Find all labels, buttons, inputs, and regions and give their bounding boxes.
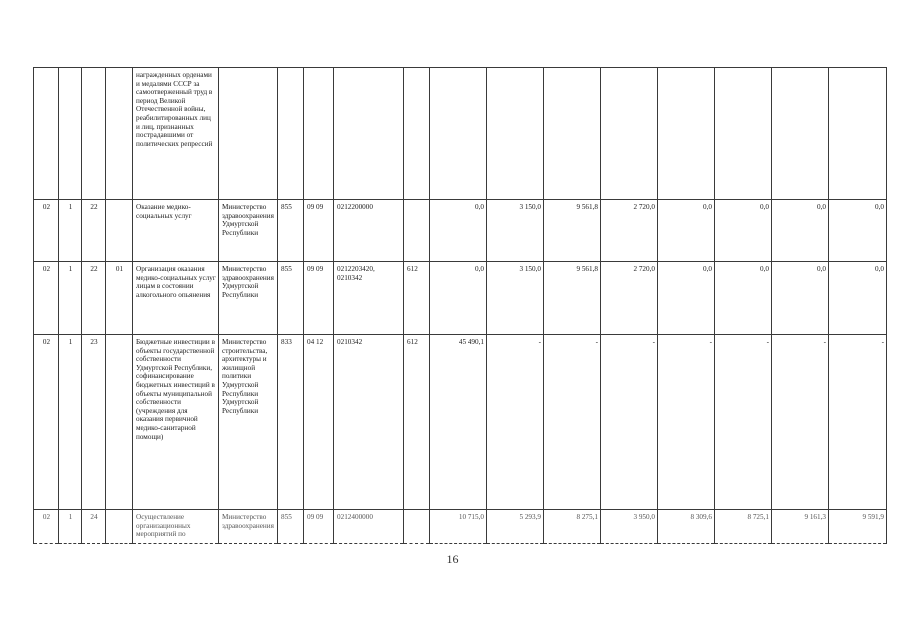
amount-2021-cell: 0,0 xyxy=(772,200,829,262)
code-submeasure-cell xyxy=(106,335,133,510)
amount-2020-cell xyxy=(715,68,772,200)
section-code-cell: 09 09 xyxy=(304,262,334,335)
code-program-cell xyxy=(34,68,59,200)
section-code-cell: 09 09 xyxy=(304,200,334,262)
section-code-cell: 04 12 xyxy=(304,335,334,510)
amount-2022-cell xyxy=(829,68,887,200)
amount-2018-cell: 3 950,0 xyxy=(601,510,658,544)
amount-2017-cell: 9 561,8 xyxy=(544,200,601,262)
responsible-executor-cell: Министерство здравоохранения Удмуртской Республики xyxy=(219,262,278,335)
target-article-cell: 0212203420, 0210342 xyxy=(334,262,404,335)
expense-type-cell xyxy=(404,68,430,200)
budget-table xyxy=(33,67,887,544)
amount-2021-cell: 0,0 xyxy=(772,262,829,335)
code-program-cell: 02 xyxy=(34,335,59,510)
amount-2021-cell xyxy=(772,68,829,200)
measure-name-cell: Бюджетные инвестиции в объекты государственной собственности Удмуртской Республики, софинансирование бюджетных инвестиций в объекты муниципальной собственности (учреждения для оказания первичной медико-санитарной помощи) xyxy=(133,335,219,510)
amount-2020-cell: 8 725,1 xyxy=(715,510,772,544)
amount-2019-cell: 0,0 xyxy=(658,200,715,262)
section-code-cell: 09 09 xyxy=(304,510,334,544)
measure-name-cell: Оказание медико-социальных услуг xyxy=(133,200,219,262)
expense-type-cell xyxy=(404,200,430,262)
expense-type-cell: 612 xyxy=(404,262,430,335)
amount-2015-cell: 0,0 xyxy=(430,200,487,262)
amount-2018-cell: 2 720,0 xyxy=(601,262,658,335)
amount-2018-cell: 2 720,0 xyxy=(601,200,658,262)
target-article-cell: 0212400000 xyxy=(334,510,404,544)
code-measure-cell: 24 xyxy=(82,510,106,544)
amount-2017-cell: - xyxy=(544,335,601,510)
amount-2015-cell: 45 490,1 xyxy=(430,335,487,510)
table-row xyxy=(34,335,887,510)
grbs-code-cell xyxy=(278,68,304,200)
amount-2016-cell: - xyxy=(487,335,544,510)
amount-2022-cell: 9 591,9 xyxy=(829,510,887,544)
code-subprogram-cell: 1 xyxy=(59,510,82,544)
amount-2015-cell: 0,0 xyxy=(430,262,487,335)
table-row xyxy=(34,262,887,335)
amount-2015-cell xyxy=(430,68,487,200)
measure-name-cell: Организация оказания медико-социальных услуг лицам в состоянии алкогольного опьянения xyxy=(133,262,219,335)
amount-2016-cell: 3 150,0 xyxy=(487,262,544,335)
table-row xyxy=(34,200,887,262)
code-program-cell: 02 xyxy=(34,200,59,262)
code-measure-cell xyxy=(82,68,106,200)
responsible-executor-cell: Министерство здравоохранения xyxy=(219,510,278,544)
responsible-executor-cell xyxy=(219,68,278,200)
code-subprogram-cell xyxy=(59,68,82,200)
measure-name-cell: Осуществление организационных мероприятий по xyxy=(133,510,219,544)
amount-2016-cell: 5 293,9 xyxy=(487,510,544,544)
amount-2022-cell: - xyxy=(829,335,887,510)
amount-2021-cell: - xyxy=(772,335,829,510)
responsible-executor-cell: Министерство здравоохранения Удмуртской Республики xyxy=(219,200,278,262)
grbs-code-cell: 855 xyxy=(278,510,304,544)
page-number: 16 xyxy=(446,552,459,566)
code-subprogram-cell: 1 xyxy=(59,335,82,510)
grbs-code-cell: 855 xyxy=(278,200,304,262)
code-submeasure-cell: 01 xyxy=(106,262,133,335)
code-subprogram-cell: 1 xyxy=(59,262,82,335)
measure-name-cell: награжденных орденами и медалями СССР за самоотверженный труд в период Великой Отечественной войны, реабилитированных лиц и лиц, признанных пострадавшими от политических репрессий xyxy=(133,68,219,200)
amount-2016-cell xyxy=(487,68,544,200)
code-measure-cell: 22 xyxy=(82,262,106,335)
amount-2020-cell: - xyxy=(715,335,772,510)
amount-2018-cell: - xyxy=(601,335,658,510)
amount-2021-cell: 9 161,3 xyxy=(772,510,829,544)
amount-2020-cell: 0,0 xyxy=(715,200,772,262)
amount-2019-cell: 0,0 xyxy=(658,262,715,335)
table-row xyxy=(34,68,887,200)
amount-2019-cell xyxy=(658,68,715,200)
amount-2016-cell: 3 150,0 xyxy=(487,200,544,262)
code-submeasure-cell xyxy=(106,68,133,200)
amount-2020-cell: 0,0 xyxy=(715,262,772,335)
amount-2022-cell: 0,0 xyxy=(829,200,887,262)
code-measure-cell: 22 xyxy=(82,200,106,262)
amount-2019-cell: - xyxy=(658,335,715,510)
expense-type-cell xyxy=(404,510,430,544)
amount-2015-cell: 10 715,0 xyxy=(430,510,487,544)
code-program-cell: 02 xyxy=(34,510,59,544)
amount-2018-cell xyxy=(601,68,658,200)
responsible-executor-cell: Министерство строительства, архитектуры и жилищной политики Удмуртской Республики Удмуртской Республики xyxy=(219,335,278,510)
code-submeasure-cell xyxy=(106,200,133,262)
target-article-cell xyxy=(334,68,404,200)
code-measure-cell: 23 xyxy=(82,335,106,510)
amount-2017-cell: 8 275,1 xyxy=(544,510,601,544)
target-article-cell: 0212200000 xyxy=(334,200,404,262)
amount-2017-cell xyxy=(544,68,601,200)
code-subprogram-cell: 1 xyxy=(59,200,82,262)
expense-type-cell: 612 xyxy=(404,335,430,510)
amount-2022-cell: 0,0 xyxy=(829,262,887,335)
amount-2019-cell: 8 309,6 xyxy=(658,510,715,544)
code-submeasure-cell xyxy=(106,510,133,544)
grbs-code-cell: 833 xyxy=(278,335,304,510)
section-code-cell xyxy=(304,68,334,200)
code-program-cell: 02 xyxy=(34,262,59,335)
target-article-cell: 0210342 xyxy=(334,335,404,510)
amount-2017-cell: 9 561,8 xyxy=(544,262,601,335)
grbs-code-cell: 855 xyxy=(278,262,304,335)
table-row xyxy=(34,510,887,544)
